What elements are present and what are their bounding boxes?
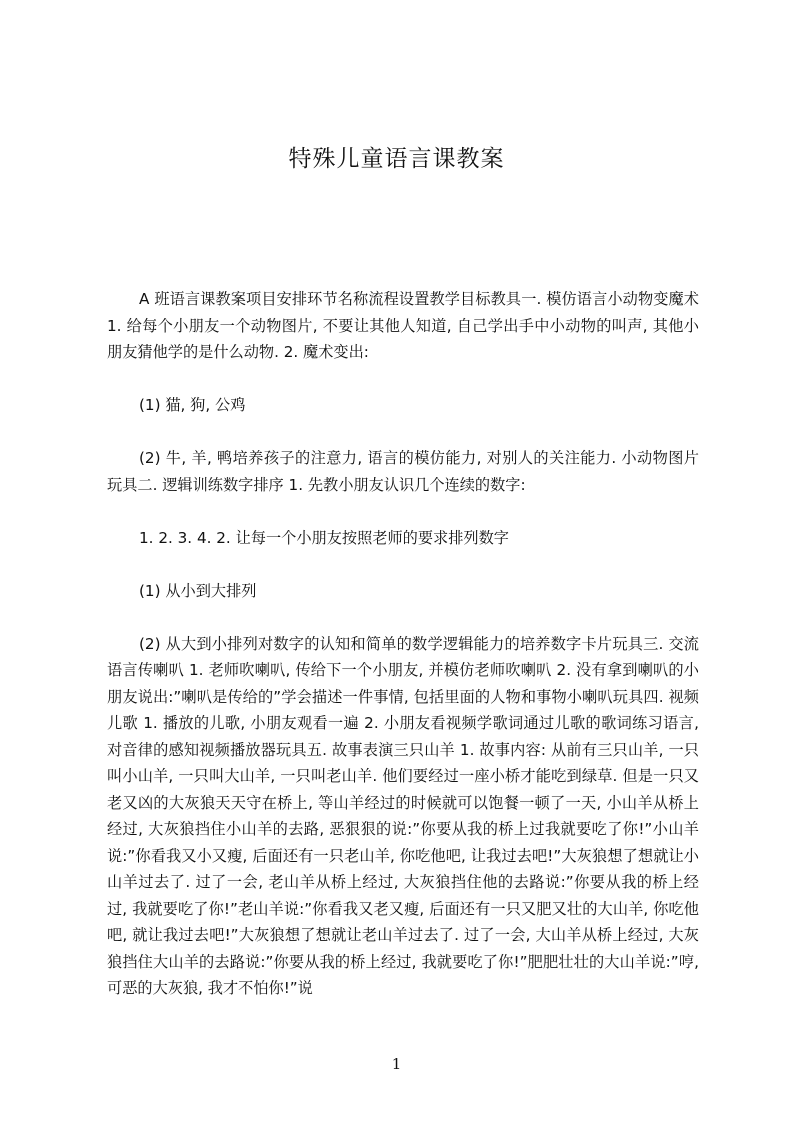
paragraph-order-small-to-large: (1) 从小到大排列 <box>139 581 257 600</box>
paragraph-list-1: (1) 猫, 狗, 公鸡 <box>139 396 246 414</box>
page-number: 1 <box>391 1055 402 1073</box>
document-title: 特殊儿童语言课教案 <box>288 146 505 172</box>
paragraph-list-2: (2) 牛, 羊, 鸭培养孩子的注意力, 语言的模仿能力, 对别人的关注能力. 小动物图片玩具二. 逻辑训练数字排序 1. 先教小朋友认识几个连续的数字: <box>107 449 699 494</box>
paragraph-intro: A 班语言课教案项目安排环节名称流程设置教学目标教具一. 模仿语言小动物变魔术 1. 给每个小朋友一个动物图片, 不要让其他人知道, 自己学出手中小动物的叫声, 其他小朋友猜他学的是什么动物. 2. 魔术变出: <box>107 290 699 361</box>
paragraph-story: (2) 从大到小排列对数字的认知和简单的数学逻辑能力的培养数字卡片玩具三. 交流语言传喇叭 1. 老师吹喇叭, 传给下一个小朋友, 并模仿老师吹喇叭 2. 没有拿到喇叭的小朋友说出:”喇叭是传给的”学会描述一件事情, 包括里面的人物和事物小喇叭玩具四. 视频儿歌 1. 播放的儿歌, 小朋友观看一遍 2. 小朋友看视频学歌词通过儿歌的歌词练习语言, 对音律的感知视频播放器玩具五. 故事表演三只山羊 1. 故事内容: 从前有三只山羊, 一只叫小山羊, 一只叫大山羊, 一只叫老山羊. 他们要经过一座小桥才能吃到绿草. 但是一只又老又凶的大灰狼天天守在桥上, 等山羊经过的时候就可以饱餐一顿了一天, 小山羊从桥上经过, 大灰狼挡住小山羊的去路, 恶狠狠的说:”你要从我的桥上过我就要吃了你!”小山羊说:”你看我又小又瘦, 后面还有一只老山羊, 你吃他吧, 让我过去吧!”大灰狼想了想就让小山羊过去了. 过了一会, 老山羊从桥上经过, 大灰狼挡住他的去路说:”你要从我的桥上经过, 我就要吃了你!”老山羊说:”你看我又老又瘦, 后面还有一只又肥又壮的大山羊, 你吃他吧, 就让我过去吧!”大灰狼想了想就让老山羊过去了. 过了一会, 大山羊从桥上经过, 大灰狼挡住大山羊的去路说:”你要从我的桥上经过, 我就要吃了你!”肥肥壮壮的大山羊说:”哼, 可恶的大灰狼, 我才不怕你!”说 <box>107 634 699 997</box>
paragraph-numbers: 1. 2. 3. 4. 2. 让每一个小朋友按照老师的要求排列数字 <box>139 528 509 547</box>
document-body <box>107 286 699 1002</box>
